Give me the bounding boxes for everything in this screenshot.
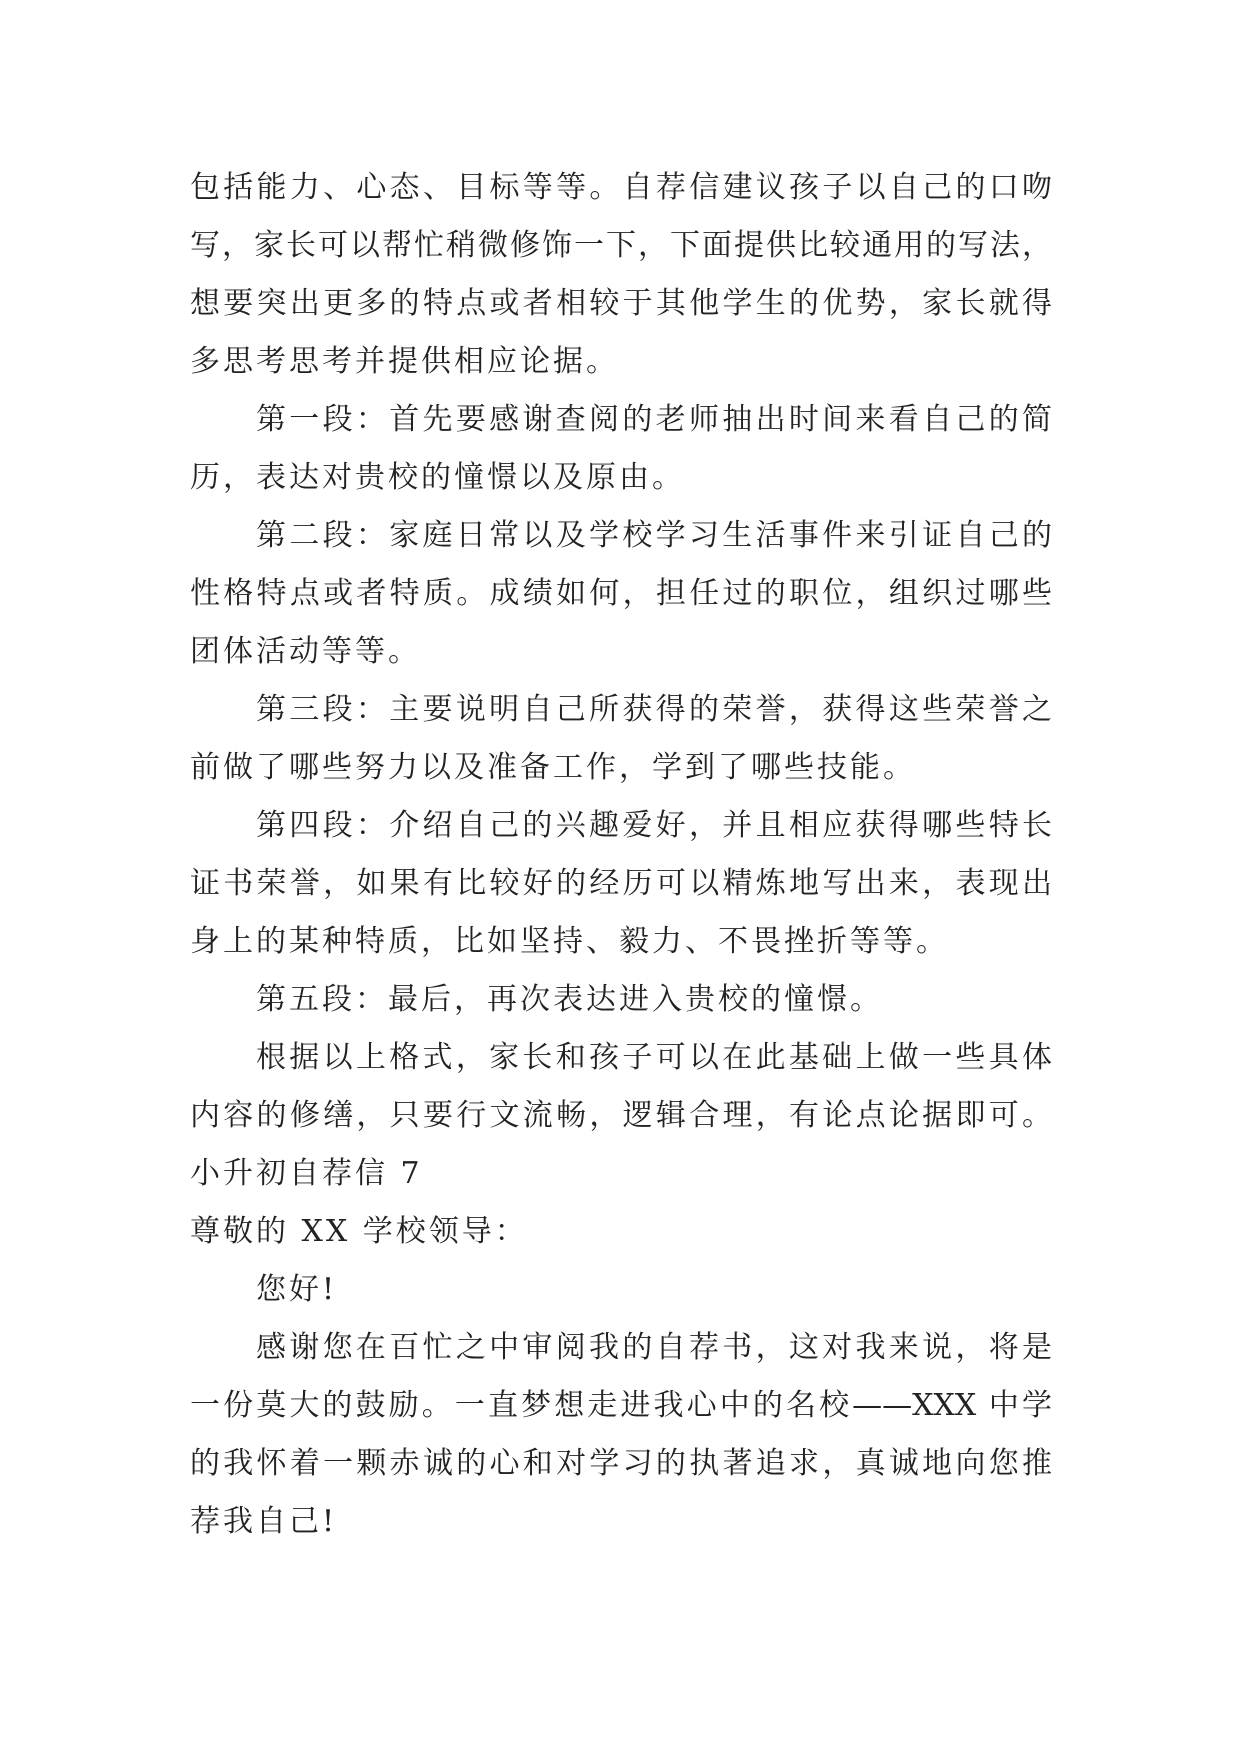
text-line: 前做了哪些努力以及准备工作，学到了哪些技能。 — [190, 750, 916, 785]
paragraph-section-4 — [190, 797, 1052, 971]
letter-greeting: 您好! — [256, 1272, 338, 1307]
text-line: 写，家长可以帮忙稍微修饰一下，下面提供比较通用的写法， — [190, 228, 1052, 263]
text-line: 想要突出更多的特点或者相较于其他学生的优势，家长就得 — [190, 286, 1052, 321]
text-line: 的我怀着一颗赤诚的心和对学习的执著追求，真诚地向您推 — [190, 1446, 1052, 1481]
text-line: 第五段：最后，再次表达进入贵校的憧憬。 — [256, 982, 883, 1017]
letter-title: 小升初自荐信 7 — [190, 1156, 423, 1191]
text-line: 包括能力、心态、目标等等。自荐信建议孩子以自己的口吻 — [190, 170, 1052, 205]
text-line: 第三段：主要说明自己所获得的荣誉，获得这些荣誉之 — [256, 692, 1052, 727]
paragraph-section-3 — [190, 681, 1052, 797]
text-line: 第二段：家庭日常以及学校学习生活事件来引证自己的 — [256, 518, 1052, 553]
text-line: 历，表达对贵校的憧憬以及原由。 — [190, 460, 685, 495]
paragraph-conclusion — [190, 1029, 1052, 1145]
letter-salutation: 尊敬的 XX 学校领导： — [190, 1214, 528, 1249]
paragraph-section-1 — [190, 391, 1052, 507]
paragraph-letter-opening — [190, 1319, 1052, 1551]
document-body — [190, 159, 1052, 1551]
paragraph-section-5 — [190, 971, 1052, 1029]
text-line: 多思考思考并提供相应论据。 — [190, 344, 619, 379]
text-line: 感谢您在百忙之中审阅我的自荐书，这对我来说，将是 — [256, 1330, 1052, 1365]
text-line: 第一段：首先要感谢查阅的老师抽出时间来看自己的简 — [256, 402, 1052, 437]
text-line: 性格特点或者特质。成绩如何，担任过的职位，组织过哪些 — [190, 576, 1052, 611]
paragraph-section-2 — [190, 507, 1052, 681]
text-line: 荐我自己! — [190, 1504, 338, 1539]
text-line: 证书荣誉，如果有比较好的经历可以精炼地写出来，表现出 — [190, 866, 1052, 901]
text-line: 第四段：介绍自己的兴趣爱好，并且相应获得哪些特长 — [256, 808, 1052, 843]
text-line: 一份莫大的鼓励。一直梦想走进我心中的名校——XXX 中学 — [190, 1388, 1052, 1423]
text-line: 团体活动等等。 — [190, 634, 421, 669]
text-line: 根据以上格式，家长和孩子可以在此基础上做一些具体 — [256, 1040, 1052, 1075]
paragraph-intro — [190, 159, 1052, 391]
text-line: 身上的某种特质，比如坚持、毅力、不畏挫折等等。 — [190, 924, 949, 959]
text-line: 内容的修缮，只要行文流畅，逻辑合理，有论点论据即可。 — [190, 1098, 1052, 1133]
